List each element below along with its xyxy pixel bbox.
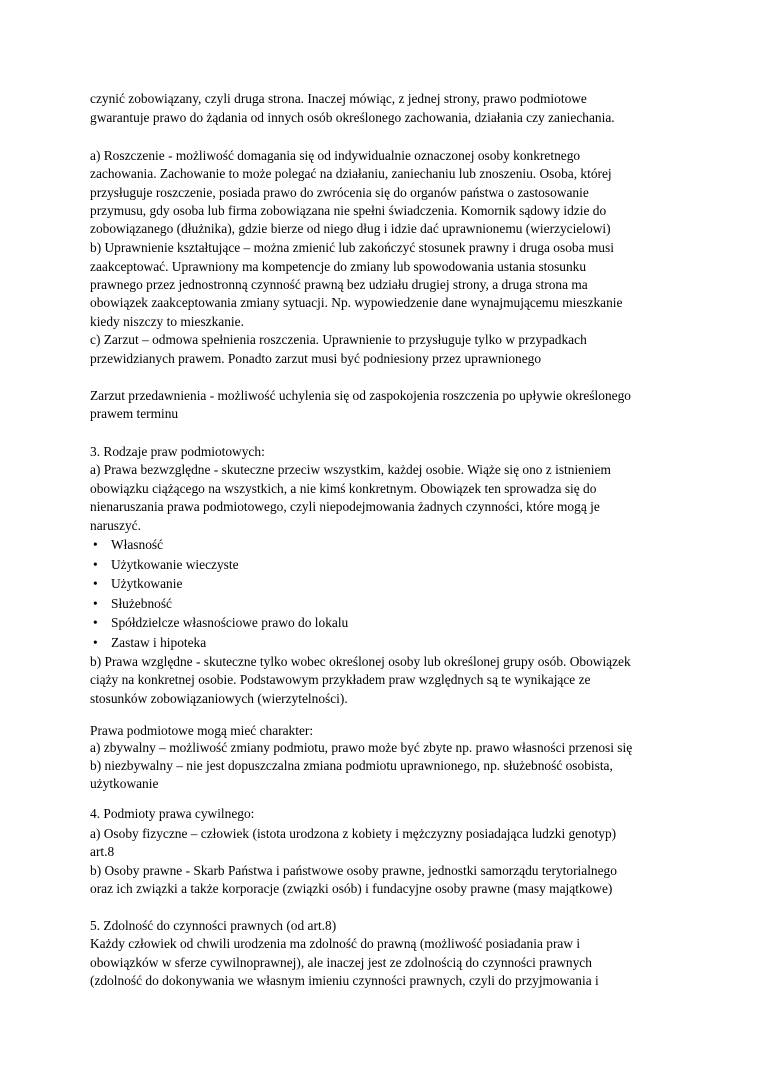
list-item	[93, 556, 239, 574]
bullet-icon: •	[93, 635, 98, 650]
text-line: a) zbywalny – możliwość zmiany podmiotu, prawo może być zbyte np. prawo własności przenosi się	[90, 740, 633, 755]
text-line: stosunków zobowiązaniowych (wierzytelności).	[90, 691, 348, 706]
list-item	[93, 595, 172, 613]
list-item-label: Służebność	[111, 596, 172, 611]
text-line: przewidzianych prawem. Ponadto zarzut musi być podniesiony przez uprawnionego	[90, 351, 542, 366]
text-line: obowiązków w sferze cywilnoprawnej), ale inaczej jest ze zdolnością do czynności prawnych	[90, 955, 592, 970]
section-heading: 4. Podmioty prawa cywilnego:	[90, 806, 255, 821]
text-line: ciąży na konkretnej osobie. Podstawowym przykładem praw względnych są te wynikające ze	[90, 672, 591, 687]
text-line: b) Prawa względne - skuteczne tylko wobec określonej osoby lub określonej grupy osób. Obowiązek	[90, 654, 631, 669]
text-line: Zarzut przedawnienia - możliwość uchylenia się od zaspokojenia roszczenia po upływie określonego	[90, 388, 632, 403]
text-line: oraz ich związki a także korporacje (związki osób) i fundacyjne osoby prawne (masy majątkowe)	[90, 881, 613, 896]
text-line: (zdolność do dokonywania we własnym imieniu czynności prawnych, czyli do przyjmowania i	[90, 973, 599, 988]
text-line: nienaruszania prawa podmiotowego, czyli niepodejmowania żadnych czynności, które mogą je	[90, 499, 600, 514]
bullet-icon: •	[93, 557, 98, 572]
text-line: przymusu, gdy osoba lub firma zobowiązana nie spełni świadczenia. Komornik sądowy idzie do	[90, 203, 607, 218]
text-line: a) Prawa bezwzględne - skuteczne przeciw wszystkim, każdej osobie. Wiąże się ono z istnieniem	[90, 462, 611, 477]
bullet-icon: •	[93, 596, 98, 611]
text-line: prawem terminu	[90, 406, 179, 421]
text-line: c) Zarzut – odmowa spełnienia roszczenia. Uprawnienie to przysługuje tylko w przypadkach	[90, 332, 587, 347]
text-line: użytkowanie	[90, 776, 159, 791]
text-line: Każdy człowiek od chwili urodzenia ma zdolność do prawną (możliwość posiadania praw i	[90, 936, 581, 951]
text-line: kiedy niszczy to mieszkanie.	[90, 314, 244, 329]
bullet-icon: •	[93, 576, 98, 591]
bullet-icon: •	[93, 615, 98, 630]
text-line: obowiązku ciążącego na wszystkich, a nie kimś konkretnym. Obowiązek ten sprowadza się do	[90, 481, 597, 496]
text-line: b) Uprawnienie kształtujące – można zmienić lub zakończyć stosunek prawny i druga osoba musi	[90, 240, 614, 255]
section-heading: 3. Rodzaje praw podmiotowych:	[90, 444, 265, 459]
text-line: zobowiązanego (dłużnika), gdzie bierze od niego dług i idzie dać uprawnionemu (wierzycielowi)	[90, 221, 611, 236]
list-item	[93, 614, 348, 632]
list-item	[93, 634, 206, 652]
list-item-label: Zastaw i hipoteka	[111, 635, 207, 650]
text-line: Prawa podmiotowe mogą mieć charakter:	[90, 723, 314, 738]
text-line: a) Roszczenie - możliwość domagania się od indywidualnie oznaczonej osoby konkretnego	[90, 148, 581, 163]
text-line: zachowania. Zachowanie to może polegać na działaniu, zaniechaniu lub znoszeniu. Osoba, której	[90, 166, 612, 181]
list-item-label: Użytkowanie	[111, 576, 183, 591]
text-line: naruszyć.	[90, 518, 141, 533]
list-item	[93, 575, 182, 593]
text-line: a) Osoby fizyczne – człowiek (istota urodzona z kobiety i mężczyzny posiadająca ludzki genotyp)	[90, 826, 617, 841]
bullet-icon: •	[93, 537, 98, 552]
text-line: obowiązek zaakceptowania zmiany sytuacji. Np. wypowiedzenie dane wynajmującemu mieszkanie	[90, 295, 623, 310]
list-item-label: Spółdzielcze własnościowe prawo do lokalu	[111, 615, 349, 630]
text-line: gwarantuje prawo do żądania od innych osób określonego zachowania, działania czy zaniechania.	[90, 110, 615, 125]
text-line: b) Osoby prawne - Skarb Państwa i państwowe osoby prawne, jednostki samorządu terytorialnego	[90, 863, 617, 878]
text-line: przysługuje roszczenie, posiada prawo do zwrócenia się do organów państwa o zastosowanie	[90, 185, 589, 200]
text-line: czynić zobowiązany, czyli druga strona. Inaczej mówiąc, z jednej strony, prawo podmiotowe	[90, 91, 587, 106]
text-line: zaakceptować. Uprawniony ma kompetencje do zmiany lub spowodowania ustania stosunku	[90, 259, 587, 274]
section-heading: 5. Zdolność do czynności prawnych (od art.8)	[90, 918, 337, 933]
list-item-label: Własność	[111, 537, 164, 552]
text-line: prawnego przez jednostronną czynność prawną bez udziału drugiej strony, a druga strona ma	[90, 277, 588, 292]
text-line: b) niezbywalny – nie jest dopuszczalna zmiana podmiotu uprawnionego, np. służebność osobista,	[90, 758, 613, 773]
list-item	[93, 536, 163, 554]
list-item-label: Użytkowanie wieczyste	[111, 557, 239, 572]
text-line: art.8	[90, 844, 115, 859]
